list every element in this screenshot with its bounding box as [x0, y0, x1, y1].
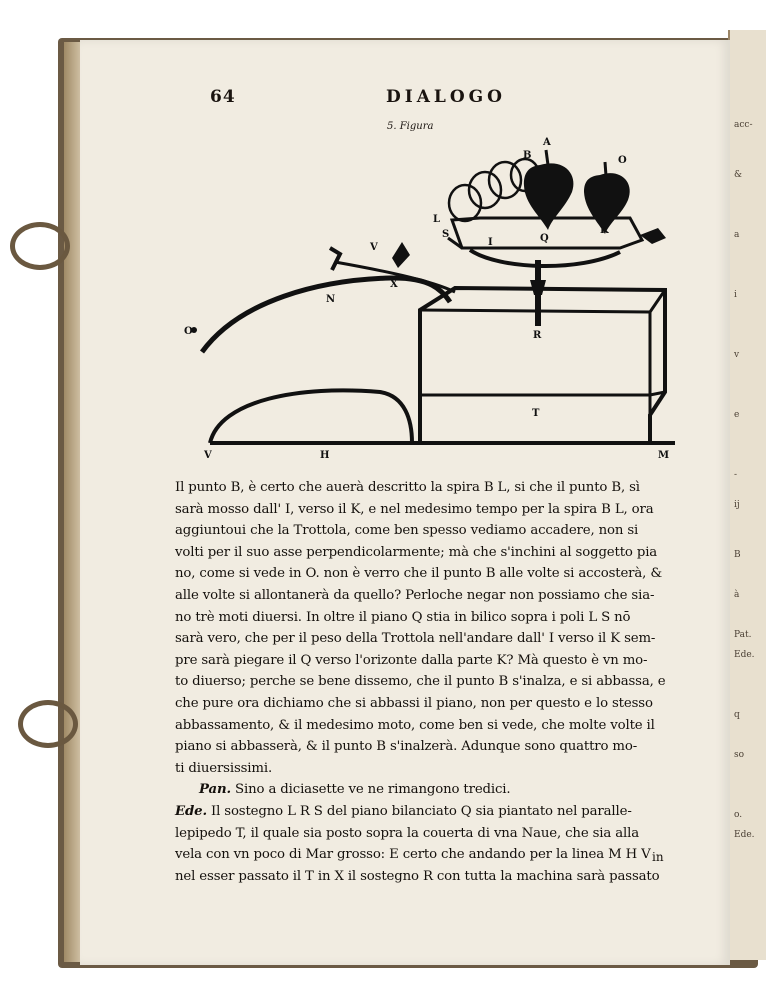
text-line: no trè moti diuersi. In oltre il piano Q stia in bilico sopra i poli L S nō: [175, 609, 631, 625]
facing-fragment: Ede.: [734, 830, 755, 840]
text-line: volti per il suo asse perpendicolarmente; mà che s'inchini al soggetto pia: [175, 544, 658, 560]
figure-label: B: [523, 150, 532, 161]
woodcut-figure: [180, 130, 700, 465]
facing-fragment: i: [734, 290, 737, 300]
facing-fragment: v: [734, 350, 740, 360]
figure-label: Q: [540, 233, 549, 244]
text-line: pre sarà piegare il Q verso l'orizonte dalla parte K? Mà questo è vn mo-: [175, 652, 648, 668]
figure-label: V: [370, 242, 378, 253]
figure-label: A: [543, 137, 551, 148]
figure-caption: 5. Figura: [387, 121, 434, 132]
text-line: alle volte si allontanerà da quello? Perloche negar non possiamo che sia-: [175, 587, 655, 603]
facing-fragment: à: [734, 590, 740, 600]
speaker-label: Pan.: [199, 782, 231, 798]
text-line: sarà vero, che per il peso della Trottola nell'andare dall' I verso il K sem-: [175, 631, 656, 647]
facing-fragment: ij: [734, 500, 740, 510]
figure-label: O: [618, 155, 627, 166]
text-line: aggiuntoui che la Trottola, come ben spesso vediamo accadere, non si: [175, 523, 639, 539]
figure-label: N: [326, 294, 336, 305]
text-line: vela con vn poco di Mar grosso: E certo che andando per la linea M H V: [175, 847, 651, 863]
figure-label: T: [532, 408, 540, 419]
body-text: [175, 477, 685, 887]
figure-label: M: [658, 450, 670, 461]
text-line: piano si abbasserà, & il punto B s'inalzerà. Adunque sono quattro mo-: [175, 739, 638, 755]
figure-label: S: [442, 229, 450, 240]
facing-fragment: o.: [734, 810, 743, 820]
text-line: nel esser passato il T in X il sostegno R con tutta la machina sarà passato: [175, 868, 660, 884]
text-line: lepipedo T, il quale sia posto sopra la couerta di vna Naue, che sia alla: [175, 825, 640, 841]
facing-fragment: acc-: [734, 120, 753, 130]
facing-page: [728, 30, 766, 960]
dialogue-text: Sino a diciasette ve ne rimangono tredici.: [235, 782, 511, 798]
facing-fragment: so: [734, 750, 745, 760]
page-header: [210, 87, 506, 107]
figure-label: K: [600, 225, 609, 236]
cloth-tie-bottom: [18, 700, 78, 748]
text-line: ti diuersissimi.: [175, 760, 273, 776]
text-line: to diuerso; perche se bene dissemo, che il punto B s'inalza, e si abbassa, e: [175, 674, 666, 690]
figure-label: H: [320, 450, 330, 461]
figure-label: L: [433, 214, 441, 225]
figure-label: O: [184, 326, 193, 337]
speaker-label: Ede.: [175, 803, 207, 819]
figure-label: I: [488, 237, 493, 248]
figure-label: V: [204, 450, 212, 461]
text-line: sarà mosso dall' I, verso il K, e nel medesimo tempo per la spira B L, ora: [175, 501, 654, 517]
facing-fragment: a: [734, 230, 740, 240]
facing-fragment: e: [734, 410, 740, 420]
text-line: che pure ora dichiamo che si abbassi il piano, non per questo e lo stesso: [175, 695, 653, 711]
facing-fragment: &: [734, 170, 743, 180]
text-line: no, come si vede in O. non è verro che il punto B alle volte si accosterà, &: [175, 566, 662, 582]
catchword: in: [652, 850, 664, 864]
figure-label: R: [533, 330, 542, 341]
facing-fragment: -: [734, 470, 738, 480]
facing-fragment: Pat.: [734, 630, 752, 640]
cloth-tie-top: [10, 222, 70, 270]
text-line: abbassamento, & il medesimo moto, come ben si vede, che molte volte il: [175, 717, 655, 733]
facing-fragment: B: [734, 550, 741, 560]
text-line: Il punto B, è certo che auerà descritto la spira B L, si che il punto B, sì: [175, 480, 640, 495]
dialogue-text: Il sostegno L R S del piano bilanciato Q sia piantato nel paralle-: [211, 803, 632, 819]
facing-fragment: Ede.: [734, 650, 755, 660]
page-number: 64: [210, 87, 236, 107]
dialogue-ede: [175, 801, 685, 823]
running-title: DIALOGO: [386, 87, 506, 107]
figure-label: X: [390, 279, 398, 290]
facing-fragment: q: [734, 710, 740, 720]
dialogue-pan: [175, 779, 685, 801]
